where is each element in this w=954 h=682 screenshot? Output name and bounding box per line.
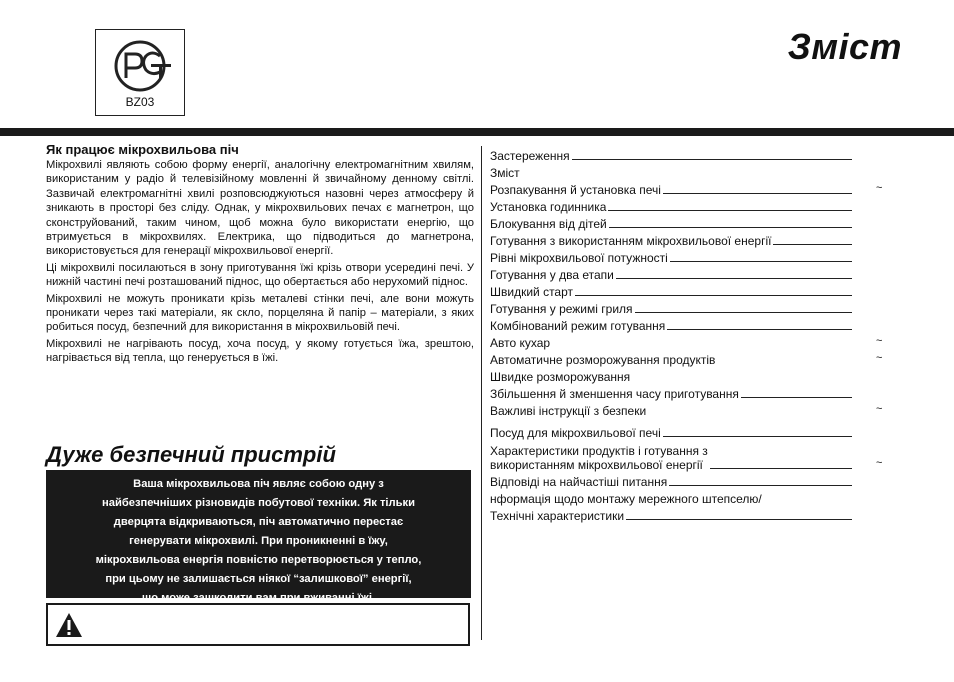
toc-item-label: Збільшення й зменшення часу приготування [490,387,739,401]
toc-leader [609,227,852,228]
intro-paragraph: Мікрохвилі не нагрівають посуд, хоча посуд, у якому готується їжа, зрештою, нагрівається від тепла, що генерується в їжі. [46,337,474,365]
toc-leader [663,193,852,194]
toc-item-label: Розпакування й установка печі [490,183,661,197]
toc-item[interactable] [490,163,890,180]
toc-leader [741,397,852,398]
toc-item[interactable] [490,265,890,282]
toc-item-label: Готування у два етапи [490,268,614,282]
toc-item-label: Посуд для мікрохвильової печі [490,426,661,440]
toc-item-label: Блокування від дітей [490,217,607,231]
warning-triangle-icon [54,611,84,639]
toc-item[interactable] [490,197,890,214]
toc-item[interactable] [490,214,890,231]
toc-leader [773,244,852,245]
toc-leader [616,278,852,279]
certification-code: BZ03 [125,95,155,109]
toc-item-label: нформація щодо монтажу мережного штепселю/ [490,492,762,506]
toc-item-label: Готування у режимі гриля [490,302,633,316]
safety-heading: Дуже безпечний пристрій [46,442,336,467]
toc-item[interactable] [490,401,890,418]
toc-item-label: Застереження [490,149,570,163]
toc-item-label-line: використанням мікрохвильової енергії [490,458,703,472]
toc-leader [575,295,852,296]
safety-notice-line: Ваша мікрохвильова піч являє собою одну з [133,478,384,490]
toc-page-marker: ~ [876,457,883,469]
toc-item-label: Швидке розморожування [490,370,631,384]
toc-item-label: Готування з використанням мікрохвильової енергії [490,234,772,248]
toc-leader [608,210,852,211]
certification-mark-icon [104,38,176,94]
table-of-contents [490,146,890,523]
toc-item-label: Автоматичне розморожування продуктів [490,353,716,367]
toc-leader [670,261,852,262]
intro-paragraph: Мікрохвилі не можуть проникати крізь металеві стінки печі, але вони можуть проникати через такі матеріали, як скло, порцеляна й папір – матеріали, з яких робиться посуд, безпечний для використання в мікрохвильовій печі. [46,292,474,334]
toc-page-marker: ~ [876,352,883,364]
toc-item[interactable] [490,282,890,299]
toc-item[interactable] [490,248,890,265]
header-divider [0,128,954,136]
intro-heading: Як працює мікрохвильова піч [46,142,239,157]
toc-item-label: Авто кухар [490,336,551,350]
toc-item[interactable] [490,506,890,523]
intro-paragraph: Ці мікрохвилі посилаються в зону приготування їжі крізь отвори усередині печі. У нижній частині печі розташований піднос, що обертається або нерухомий піднос. [46,261,474,289]
toc-page-marker: ~ [876,335,883,347]
toc-item-label: Комбінований режим готування [490,319,666,333]
toc-item-label: Відповіді на найчастіші питання [490,475,668,489]
toc-item-label [490,444,708,472]
page-title: Зміст [787,26,902,67]
toc-leader [626,519,852,520]
toc-item[interactable] [490,472,890,489]
certification-logo [95,29,185,116]
safety-notice-line: при цьому не залишається ніякої “залишкової” енергії, [105,573,412,585]
toc-page-marker: ~ [876,403,883,415]
safety-notice-line: найбезпечніших різновидів побутової техніки. Як тільки [101,497,415,509]
toc-item[interactable] [490,299,890,316]
toc-leader [667,329,852,330]
toc-item[interactable] [490,384,890,401]
toc-leader [635,312,852,313]
toc-leader [663,436,852,437]
toc-item[interactable] [490,367,890,384]
toc-item-label: Швидкий старт [490,285,574,299]
toc-item-label: Технічні характеристики [490,509,625,523]
toc-item[interactable] [490,440,890,472]
toc-page-marker: ~ [876,182,883,194]
toc-item[interactable] [490,333,890,350]
toc-item-label: Рівні мікрохвильової потужності [490,251,668,265]
toc-item[interactable] [490,418,890,440]
toc-item-label: Важливі інструкції з безпеки [490,404,647,418]
toc-leader [710,468,852,469]
toc-item[interactable] [490,350,890,367]
safety-notice-line: дверцята відкриваються, піч автоматично перестає [113,516,404,528]
toc-item[interactable] [490,316,890,333]
column-divider [481,146,482,640]
safety-notice-line: мікрохвильова енергія повністю перетворюється у тепло, [95,554,422,566]
toc-item[interactable] [490,231,890,248]
toc-item-label-line: Характеристики продуктів і готування з [490,444,708,458]
safety-notice-line: генерувати мікрохвилі. При проникненні в їжу, [129,535,388,547]
toc-leader [669,485,852,486]
intro-section [46,142,474,368]
toc-item-label: Установка годинника [490,200,607,214]
toc-item[interactable] [490,146,890,163]
toc-item[interactable] [490,489,890,506]
toc-item[interactable] [490,180,890,197]
warning-box [46,603,470,646]
safety-notice-line: що може зашкодити вам при вживанні їжі. [141,592,376,604]
toc-leader [572,159,852,160]
intro-paragraph: Мікрохвилі являють собою форму енергії, аналогічну електромагнітним хвилям, використаним у радіо й телевізійному мовленні й звичайному денному світлі. Зазвичай електромагнітні хвилі розповсюджуються назовні через атмосферу й зникають в просторі без сліду. Однак, у мікрохвильових печах є магнетрон, що сконструйований, таким чином, щоб можна було використати енергію, що втримується в мікрохвилях. Електрика, що підводиться до магнетрона, використовується для генерації мікрохвильової енергії. [46,159,474,258]
toc-item-label: Зміст [490,166,520,180]
safety-notice [46,470,471,604]
